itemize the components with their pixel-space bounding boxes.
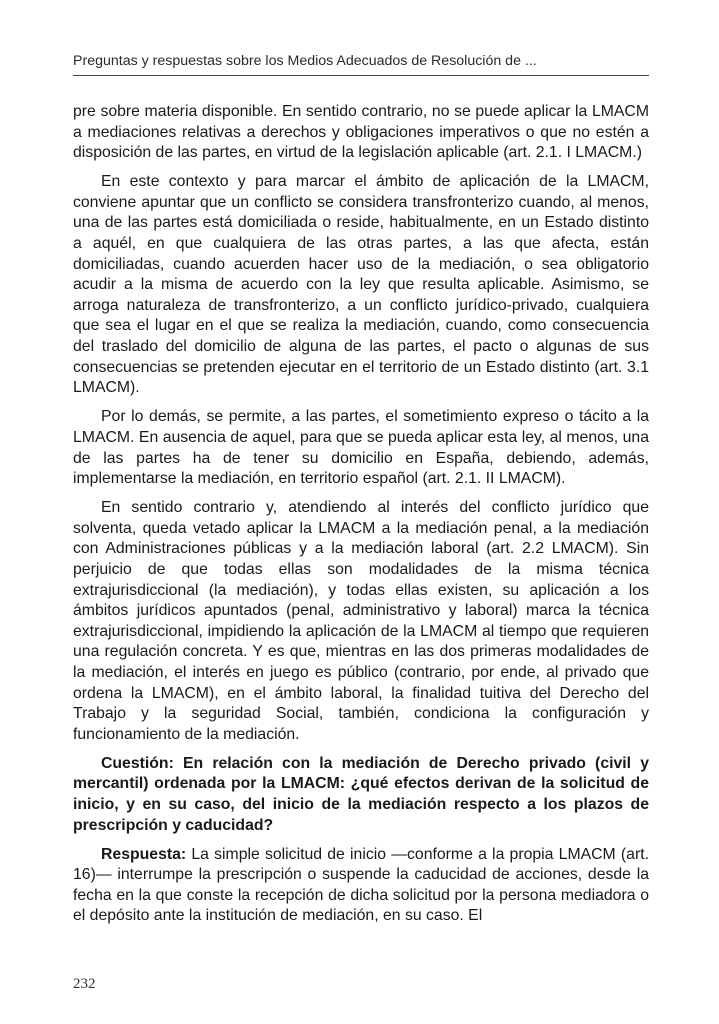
paragraph-submission: Por lo demás, se permite, a las partes, el sometimiento expreso o tácito a la LMACM. En ausencia de aquel, para que se pueda aplicar esta ley, al menos, una de las partes ha de tener su domicilio en España, debiendo, además, implementarse la mediación, en territorio español (art. 2.1. II LMACM).: [73, 408, 649, 488]
question-paragraph: Cuestión: En relación con la mediación de Derecho privado (civil y mercantil) ordenada por la LMACM: ¿qué efectos derivan de la solicitud de inicio, y en su caso, del inicio de la mediación respecto a los plazos de prescripción y caducidad?: [73, 754, 649, 834]
answer-paragraph: [73, 845, 649, 927]
paragraph-excluded-mediations: En sentido contrario y, atendiendo al interés del conflicto jurídico que solventa, queda vetado aplicar la LMACM a la mediación penal, a la mediación con Administraciones públicas y a la mediación laboral (art. 2.2 LMACM). Sin perjuicio de que todas ellas son modalidades de la misma técnica extrajurisdiccional (la mediación), y todas ellas existen, su aplicación a los ámbitos jurídicos apuntados (penal, administrativo y laboral) marca la técnica extrajurisdiccional, impidiendo la aplicación de la LMACM al tiempo que requieren una regulación concreta. Y es que, mientras en las dos primeras modalidades de la mediación, el interés en juego es público (contrario, por ende, al privado que ordena la LMACM), en el ámbito laboral, la finalidad tuitiva del Derecho del Trabajo y la seguridad Social, también, condiciona la configuración y funcionamiento de la mediación.: [73, 499, 649, 743]
paragraph-continuation: pre sobre materia disponible. En sentido contrario, no se puede aplicar la LMACM a mediaciones relativas a derechos y obligaciones imperativos o que no estén a disposición de las partes, en virtud de la legislación aplicable (art. 2.1. I LMACM.): [73, 103, 649, 162]
page-number: 232: [73, 976, 96, 992]
paragraph-cross-border-definition: En este contexto y para marcar el ámbito de aplicación de la LMACM, conviene apuntar que un conflicto se considera transfronterizo cuando, al menos, una de las partes está domiciliada o reside, habitualmente, en un Estado distinto a aquél, en que cualquiera de las otras partes, a las que afecta, están domiciliadas, cuando acuerden hacer uso de la mediación, o sea obligatorio acudir a la misma de acuerdo con la ley que resulta aplicable. Asimismo, se arroga naturaleza de transfronterizo, a un conflicto jurídico-privado, cualquiera que sea el lugar en el que se realiza la mediación, cuando, como consecuencia del traslado del domicilio de alguna de las partes, el pacto o algunas de sus consecuencias se pretenden ejecutar en el territorio de un Estado distinto (art. 3.1 LMACM).: [73, 173, 649, 397]
answer-label: Respuesta:: [101, 845, 187, 863]
answer-text: La simple solicitud de inicio —conforme a la propia LMACM (art. 16)— interrumpe la prescripción o suspende la caducidad de acciones, desde la fecha en la que conste la recepción de dicha solicitud por la persona mediadora o el depósito ante la institución de mediación, en su caso. El: [73, 845, 649, 925]
header-divider: [73, 75, 649, 76]
running-header: Preguntas y respuestas sobre los Medios Adecuados de Resolución de ...: [73, 53, 537, 69]
page-body: [73, 102, 649, 936]
